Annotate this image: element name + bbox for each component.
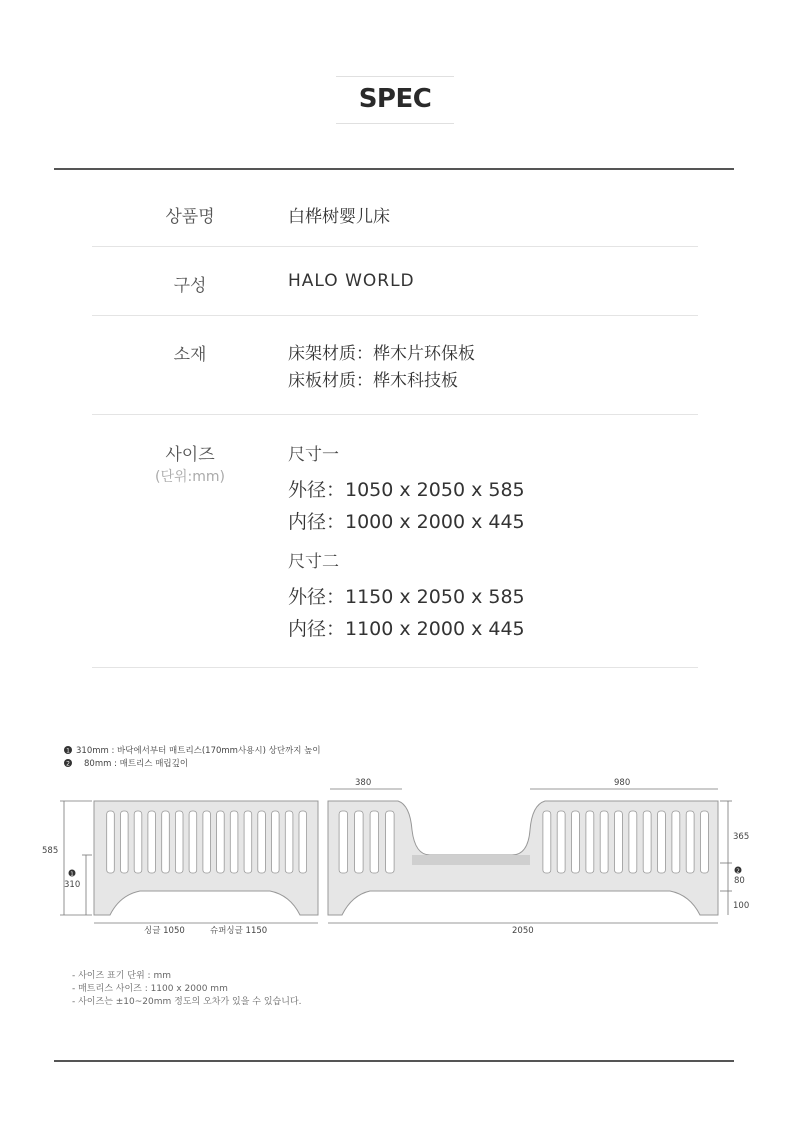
crib-slat bbox=[203, 811, 211, 873]
crib-slat bbox=[121, 811, 129, 873]
crib-slat bbox=[355, 811, 364, 873]
crib-slat bbox=[339, 811, 348, 873]
label-size: 사이즈 bbox=[165, 445, 215, 465]
crib-slat bbox=[189, 811, 197, 873]
crib-slat bbox=[258, 811, 266, 873]
size2-outer: 外径：1150 x 2050 x 585 bbox=[288, 586, 525, 608]
end-slats bbox=[107, 811, 307, 873]
crib-slat bbox=[672, 811, 680, 873]
page-title: SPEC bbox=[358, 84, 432, 114]
legend-marker-2-num: 2 bbox=[66, 760, 70, 768]
crib-slat bbox=[272, 811, 280, 873]
dim-single-1050: 싱글 1050 bbox=[144, 926, 185, 936]
label-material: 소재 bbox=[173, 345, 207, 365]
value-material-board: 床板材质：桦木科技板 bbox=[288, 371, 458, 391]
legend-marker-1-num: 1 bbox=[66, 747, 70, 755]
label-size-unit: (단위:mm) bbox=[155, 469, 225, 485]
dim-height-365: 365 bbox=[733, 832, 750, 842]
crib-slat bbox=[658, 811, 666, 873]
marker-1-num: 1 bbox=[70, 871, 74, 878]
crib-slat bbox=[629, 811, 637, 873]
dim-height-310: 310 bbox=[64, 880, 81, 890]
crib-slat bbox=[543, 811, 551, 873]
value-product-name: 白桦树婴儿床 bbox=[288, 207, 390, 227]
size1-outer: 外径：1050 x 2050 x 585 bbox=[288, 479, 525, 501]
crib-slat bbox=[148, 811, 156, 873]
value-material-frame: 床架材质：桦木片环保板 bbox=[288, 344, 475, 364]
size2-title: 尺寸二 bbox=[288, 552, 339, 572]
crib-slat bbox=[615, 811, 623, 873]
crib-slat bbox=[299, 811, 307, 873]
legend-line-2: 80mm : 매트리스 매립깊이 bbox=[84, 759, 189, 769]
crib-slat bbox=[134, 811, 142, 873]
crib-slat bbox=[586, 811, 594, 873]
crib-slat bbox=[643, 811, 651, 873]
divider bbox=[92, 246, 698, 247]
label-product-name: 상품명 bbox=[165, 207, 215, 227]
divider bbox=[92, 667, 698, 668]
dim-width-380: 380 bbox=[355, 778, 372, 788]
crib-slat bbox=[217, 811, 225, 873]
bottom-rule bbox=[54, 1060, 734, 1062]
crib-end-view bbox=[94, 801, 318, 915]
size1-inner: 内径：1000 x 2000 x 445 bbox=[288, 511, 525, 533]
crib-slat bbox=[175, 811, 183, 873]
crib-slat bbox=[370, 811, 379, 873]
note-mattress: - 매트리스 사이즈 : 1100 x 2000 mm bbox=[72, 984, 228, 994]
crib-slat bbox=[244, 811, 252, 873]
crib-slat bbox=[600, 811, 608, 873]
value-composition: HALO WORLD bbox=[288, 271, 415, 291]
dim-height-80: 80 bbox=[734, 876, 745, 886]
dim-length-2050: 2050 bbox=[512, 926, 534, 936]
crib-side-view bbox=[328, 801, 718, 915]
crib-slat bbox=[230, 811, 238, 873]
crib-slat bbox=[162, 811, 170, 873]
crib-slat bbox=[107, 811, 115, 873]
crib-slat bbox=[686, 811, 694, 873]
crib-slat bbox=[386, 811, 395, 873]
crib-dimension-diagram bbox=[0, 735, 790, 965]
crib-slat bbox=[572, 811, 580, 873]
size1-title: 尺寸一 bbox=[288, 445, 339, 465]
marker-2-num: 2 bbox=[736, 868, 740, 875]
dim-height-100: 100 bbox=[733, 901, 750, 911]
label-composition: 구성 bbox=[173, 276, 207, 296]
dim-height-585: 585 bbox=[42, 846, 59, 856]
crib-slat bbox=[701, 811, 709, 873]
dim-width-980: 980 bbox=[614, 778, 631, 788]
top-rule bbox=[54, 168, 734, 170]
divider bbox=[92, 414, 698, 415]
crib-slat bbox=[557, 811, 565, 873]
note-unit: - 사이즈 표기 단위 : mm bbox=[72, 971, 171, 981]
spec-title-box bbox=[336, 76, 454, 124]
legend-line-1: 310mm : 바닥에서부터 매트리스(170mm사용시) 상단까지 높이 bbox=[76, 746, 321, 756]
dim-super-single-1150: 슈퍼싱글 1150 bbox=[210, 926, 268, 936]
size2-inner: 内径：1100 x 2000 x 445 bbox=[288, 618, 525, 640]
divider bbox=[92, 315, 698, 316]
crib-slat bbox=[285, 811, 293, 873]
note-tolerance: - 사이즈는 ±10~20mm 정도의 오차가 있을 수 있습니다. bbox=[72, 997, 302, 1007]
